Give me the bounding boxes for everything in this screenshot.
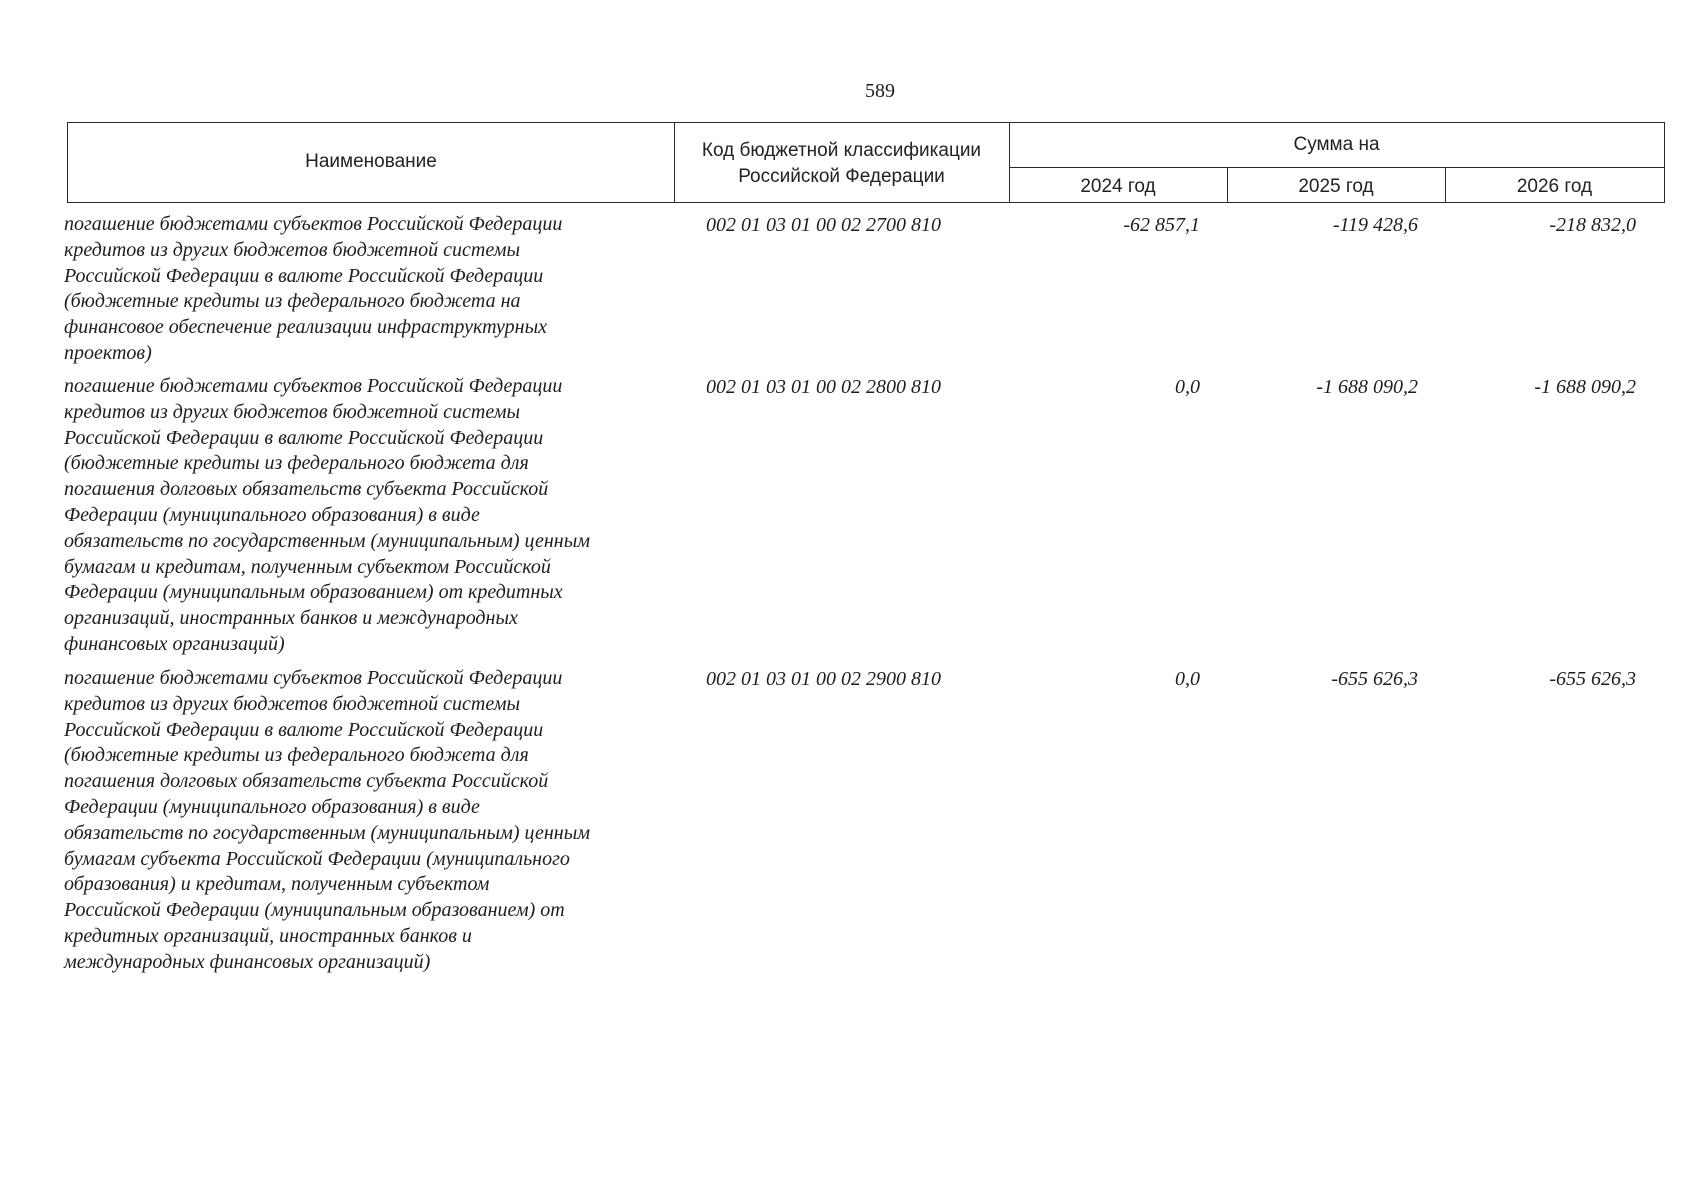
row-name-line: (бюджетные кредиты из федерального бюджета на [64,290,521,313]
row-name-line: Российской Федерации в валюте Российской Федерации [64,718,544,741]
row-value-2026: -655 626,3 [1549,668,1636,690]
header-code-line2: Российской Федерации [738,166,945,187]
row-name-line: финансовых организаций) [64,632,285,655]
row-name-line: кредитных организаций, иностранных банков и [64,924,472,947]
row-name-line: бумагам и кредитам, полученным субъектом Российской [64,555,551,578]
row-name-line: финансовое обеспечение реализации инфраструктурных [64,316,548,339]
header-code [674,138,1009,190]
row-name-line: международных финансовых организаций) [64,950,431,973]
header-sum: Сумма на [1293,134,1380,155]
row-name-line: погашение бюджетами субъектов Российской Федерации [64,213,563,235]
row-code: 002 01 03 01 00 02 2700 810 [706,214,941,236]
row-name-line: кредитов из других бюджетов бюджетной системы [64,238,521,261]
row-name-line: погашение бюджетами субъектов Российской Федерации [64,667,563,689]
row-name-line: организаций, иностранных банков и международных [64,607,518,630]
row-value-2024: 0,0 [1175,668,1200,690]
row-name-line: проектов) [64,341,152,364]
row-name-line: (бюджетные кредиты из федерального бюджета для [64,744,529,767]
row-name-line: погашение бюджетами субъектов Российской Федерации [64,375,563,397]
row-value-2026: -1 688 090,2 [1534,376,1636,398]
row-code: 002 01 03 01 00 02 2800 810 [706,376,941,398]
row-name-line: Федерации (муниципальным образованием) от кредитных [64,581,563,604]
header-divider [1009,167,1664,168]
row-value-2026: -218 832,0 [1549,214,1636,236]
row-name-line: кредитов из других бюджетов бюджетной системы [64,400,521,423]
row-value-2025: -1 688 090,2 [1316,376,1418,398]
header-year-2025: 2025 год [1298,176,1374,197]
row-name-line: погашения долговых обязательств субъекта Российской [64,478,549,501]
row-name [64,666,674,976]
row-code: 002 01 03 01 00 02 2900 810 [706,668,941,690]
row-value-2025: -119 428,6 [1332,214,1418,236]
header-year-2026: 2026 год [1516,176,1593,197]
page-number: 589 [865,80,895,102]
row-value-2024: -62 857,1 [1123,214,1200,236]
table-header [67,122,1665,203]
row-value-2025: -655 626,3 [1331,668,1418,690]
header-name: Наименование [305,151,437,172]
row-name [64,374,674,658]
row-name-line: образования) и кредитам, полученным субъектом [64,873,490,896]
row-name-line: Российской Федерации в валюте Российской Федерации [64,264,544,287]
row-name-line: Федерации (муниципального образования) в виде [64,795,480,818]
row-name-line: бумагам субъекта Российской Федерации (муниципального [64,847,570,870]
row-name-line: Российской Федерации (муниципальным образованием) от [64,899,565,922]
row-name [64,212,674,367]
row-name-line: Федерации (муниципального образования) в виде [64,503,480,526]
row-name-line: обязательств по государственным (муниципальным) ценным [64,821,591,844]
row-value-2024: 0,0 [1175,376,1200,398]
header-year-2024: 2024 год [1080,176,1156,197]
row-name-line: (бюджетные кредиты из федерального бюджета для [64,452,529,475]
header-code-line1: Код бюджетной классификации [701,140,982,161]
row-name-line: Российской Федерации в валюте Российской Федерации [64,426,544,449]
row-name-line: погашения долговых обязательств субъекта Российской [64,770,549,793]
row-name-line: кредитов из других бюджетов бюджетной системы [64,692,521,715]
row-name-line: обязательств по государственным (муниципальным) ценным [64,529,591,552]
